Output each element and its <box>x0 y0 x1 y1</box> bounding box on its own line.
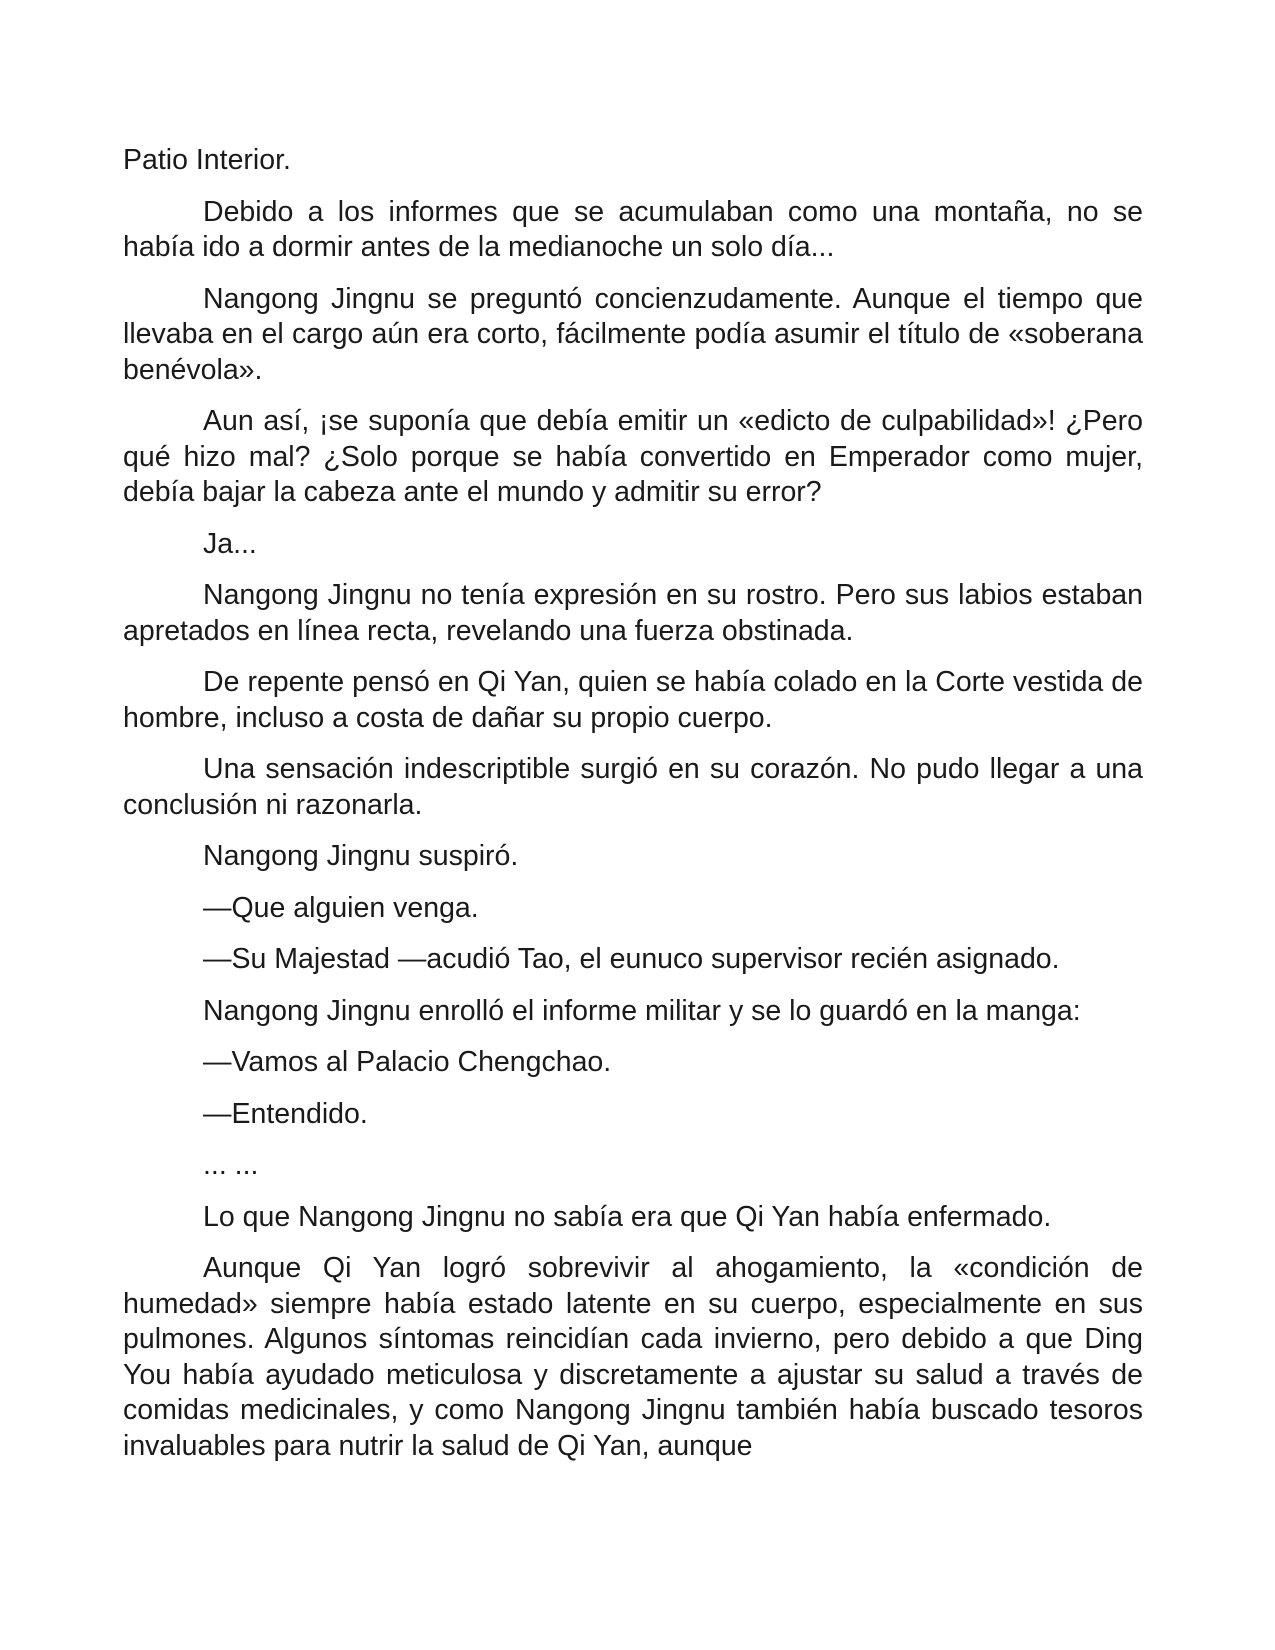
paragraph-2: Nangong Jingnu se preguntó concienzudamente. Aunque el tiempo que llevaba en el cargo aún era corto, fácilmente podía asumir el título de «soberana benévola». <box>123 282 1143 386</box>
paragraph-15: Lo que Nangong Jingnu no sabía era que Qi Yan había enfermado. <box>203 1200 1052 1233</box>
paragraph-16: Aunque Qi Yan logró sobrevivir al ahogamiento, la «condición de humedad» siempre había estado latente en su cuerpo, especialmente en sus pulmones. Algunos síntomas reincidían cada invierno, pero debido a que Ding You había ayudado meticulosa y discretamente a ajustar su salud a través de comidas medicinales, y como Nangong Jingnu también había buscado tesoros invaluables para nutrir la salud de Qi Yan, aunque <box>123 1252 1143 1462</box>
paragraph-6: De repente pensó en Qi Yan, quien se había colado en la Corte vestida de hombre, incluso a costa de dañar su propio cuerpo. <box>123 666 1143 734</box>
paragraph-0: Patio Interior. <box>123 144 291 176</box>
paragraph-1: Debido a los informes que se acumulaban como una montaña, no se había ido a dormir antes de la medianoche un solo día... <box>123 195 1143 263</box>
paragraph-10: —Su Majestad —acudió Tao, el eunuco supervisor recién asignado. <box>203 943 1060 975</box>
paragraph-13: —Entendido. <box>203 1097 368 1130</box>
paragraph-4: Ja... <box>203 527 257 560</box>
paragraph-9: —Que alguien venga. <box>203 891 479 924</box>
body-text <box>123 143 1143 1480</box>
paragraph-14: ... ... <box>203 1149 259 1181</box>
paragraph-12: —Vamos al Palacio Chengchao. <box>203 1046 612 1078</box>
paragraph-11: Nangong Jingnu enrolló el informe militar y se lo guardó en la manga: <box>203 994 1081 1027</box>
paragraph-8: Nangong Jingnu suspiró. <box>203 840 519 872</box>
paragraph-5: Nangong Jingnu no tenía expresión en su rostro. Pero sus labios estaban apretados en línea recta, revelando una fuerza obstinada. <box>123 579 1143 647</box>
paragraph-7: Una sensación indescriptible surgió en su corazón. No pudo llegar a una conclusión ni razonarla. <box>123 753 1143 821</box>
paragraph-3: Aun así, ¡se suponía que debía emitir un «edicto de culpabilidad»! ¿Pero qué hizo mal? ¿Solo porque se había convertido en Emperador como mujer, debía bajar la cabeza ante el mundo y admitir su error? <box>123 405 1143 508</box>
